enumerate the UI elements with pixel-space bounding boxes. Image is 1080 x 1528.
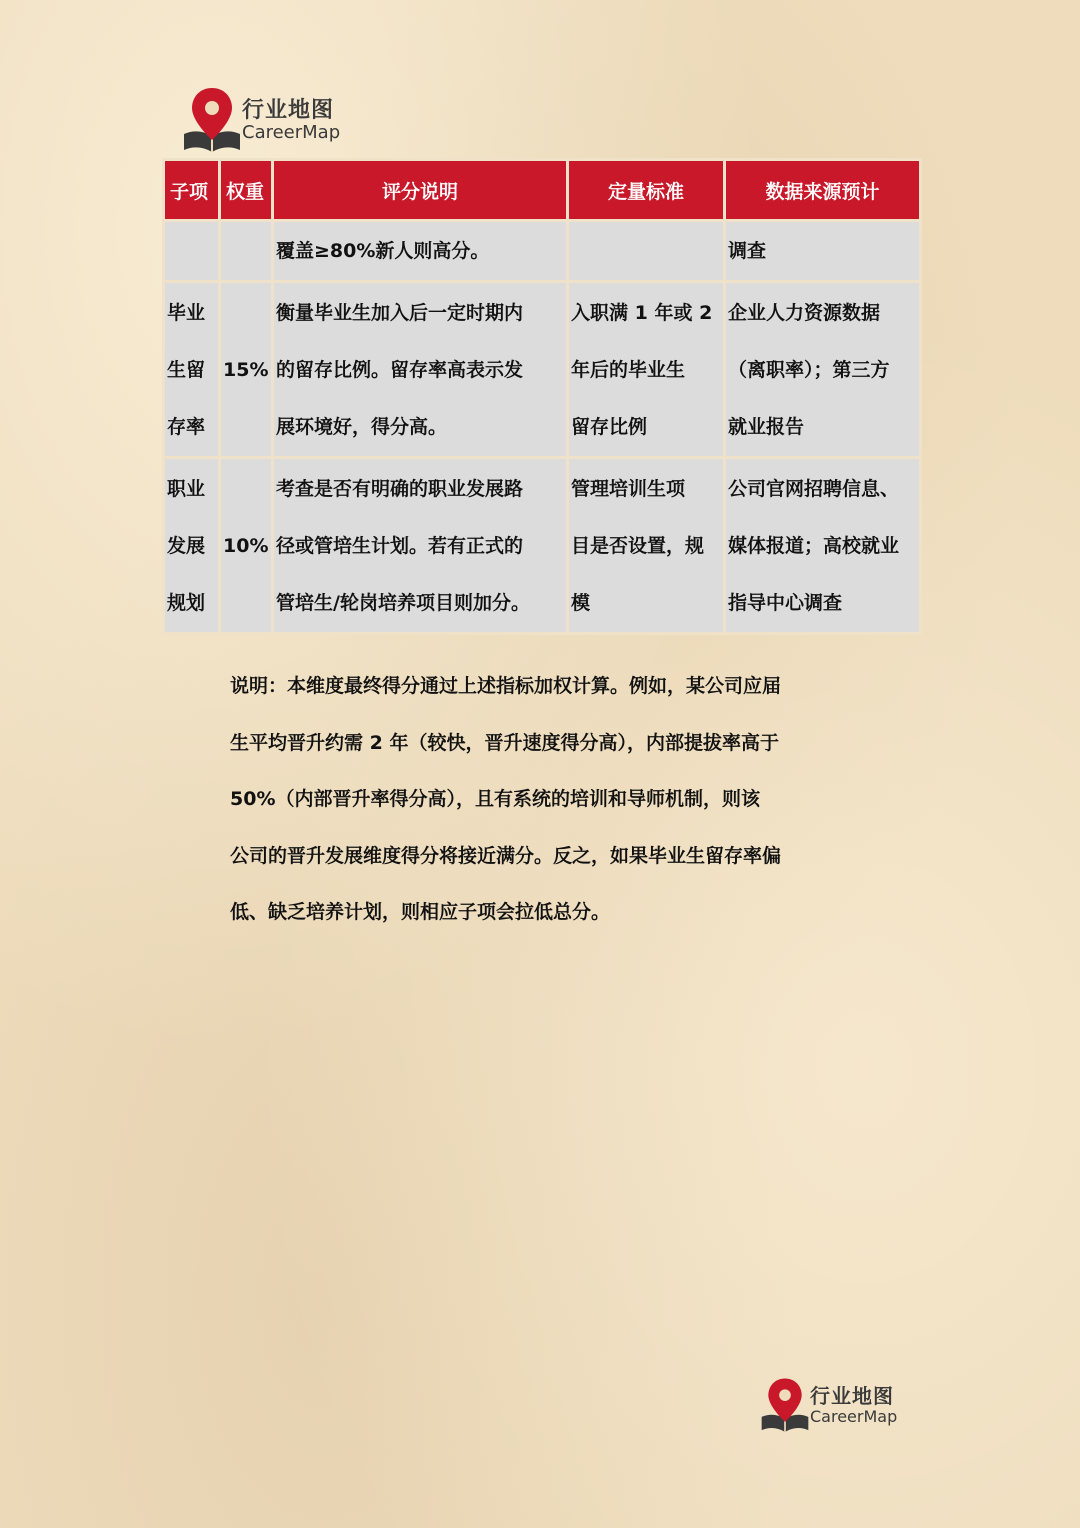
logo-english-name: CareerMap <box>810 1407 898 1427</box>
cell-line: 10% <box>223 535 269 557</box>
scoring-table <box>162 158 922 635</box>
cell-line: 媒体报道；高校就业 <box>728 535 900 557</box>
paragraph-line: 公司的晋升发展维度得分将接近满分。反之，如果毕业生留存率偏 <box>230 844 782 867</box>
cell-source: 调查 <box>725 221 921 282</box>
cell-line: （离职率）；第三方 <box>728 359 890 381</box>
cell-weight <box>220 282 273 458</box>
cell-item <box>164 221 220 282</box>
cell-line: 职业 <box>167 478 206 500</box>
cell-line: 指导中心调查 <box>728 592 843 614</box>
cell-line: 就业报告 <box>728 416 805 438</box>
cell-standard <box>568 221 725 282</box>
cell-item <box>164 458 220 634</box>
cell-line: 15% <box>223 359 269 381</box>
cell-weight <box>220 221 273 282</box>
cell-line: 的留存比例。留存率高表示发 <box>276 359 524 381</box>
cell-description <box>273 458 568 634</box>
careermap-logo-top <box>182 86 340 156</box>
cell-line: 考查是否有明确的职业发展路 <box>276 478 524 500</box>
header-item: 子项 <box>164 160 220 221</box>
logo-chinese-name: 行业地图 <box>810 1384 894 1409</box>
cell-line: 展环境好，得分高。 <box>276 416 448 438</box>
paragraph-line: 低、缺乏培养计划，则相应子项会拉低总分。 <box>230 901 611 923</box>
table-header-row <box>164 160 921 221</box>
logo-english-name: CareerMap <box>242 122 341 144</box>
header-source: 数据来源预计 <box>725 160 921 221</box>
paragraph-line: 50%（内部晋升率得分高），且有系统的培训和导师机制，则该 <box>230 788 760 810</box>
header-weight: 权重 <box>220 160 273 221</box>
cell-standard <box>568 458 725 634</box>
map-pin-book-icon <box>182 86 242 156</box>
header-description: 评分说明 <box>273 160 568 221</box>
explanation-paragraph <box>230 658 870 941</box>
cell-line: 管培生/轮岗培养项目则加分。 <box>276 592 530 614</box>
cell-line: 径或管培生计划。若有正式的 <box>276 535 524 557</box>
cell-line: 留存比例 <box>571 416 648 438</box>
careermap-logo-bottom <box>760 1376 897 1436</box>
cell-line: 存率 <box>167 416 206 438</box>
table-row <box>164 221 921 282</box>
cell-line: 毕业 <box>167 302 206 324</box>
cell-line: 企业人力资源数据 <box>728 302 881 324</box>
cell-line: 衡量毕业生加入后一定时期内 <box>276 302 524 324</box>
header-standard: 定量标准 <box>568 160 725 221</box>
cell-line: 入职满 1 年或 2 <box>571 302 713 324</box>
cell-source <box>725 458 921 634</box>
cell-line: 模 <box>571 592 591 614</box>
table-row <box>164 458 921 634</box>
cell-line: 规划 <box>167 592 206 614</box>
cell-line: 目是否设置，规 <box>571 535 705 557</box>
paragraph-line: 说明：本维度最终得分通过上述指标加权计算。例如，某公司应届 <box>230 675 782 697</box>
cell-line: 公司官网招聘信息、 <box>728 478 900 500</box>
cell-source <box>725 282 921 458</box>
cell-item <box>164 282 220 458</box>
cell-weight <box>220 458 273 634</box>
cell-line: 生留 <box>167 359 206 381</box>
cell-line: 年后的毕业生 <box>571 359 686 381</box>
map-pin-book-icon <box>760 1376 810 1436</box>
logo-chinese-name: 行业地图 <box>242 98 335 123</box>
cell-line: 发展 <box>167 535 206 557</box>
cell-description: 覆盖≥80%新人则高分。 <box>273 221 568 282</box>
table-row <box>164 282 921 458</box>
cell-standard <box>568 282 725 458</box>
cell-line: 管理培训生项 <box>571 478 686 500</box>
paragraph-line: 生平均晋升约需 2 年（较快，晋升速度得分高），内部提拔率高于 <box>230 731 779 754</box>
cell-description <box>273 282 568 458</box>
